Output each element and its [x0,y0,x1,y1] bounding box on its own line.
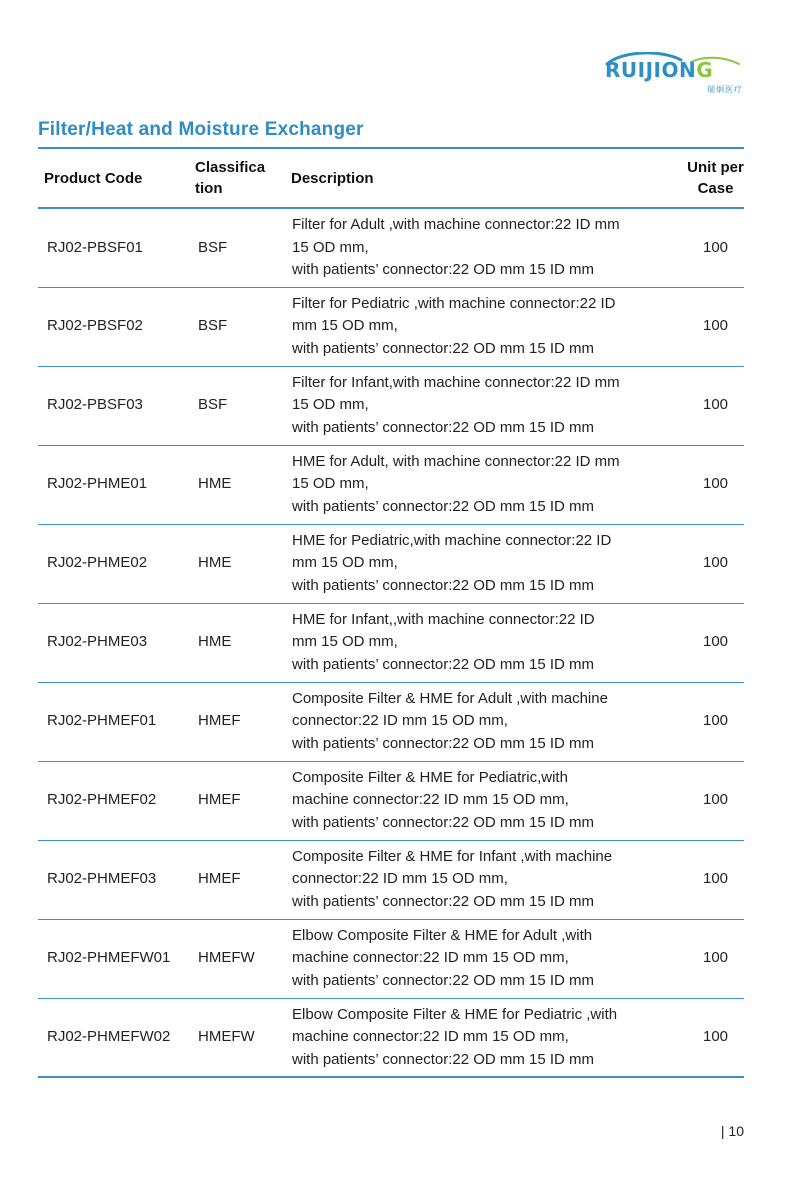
classification-cell: HMEFW [195,998,291,1077]
logo-subtext: 瑞炯医疗 [707,85,743,94]
header-classification-line2: tion [195,180,223,197]
description-line: machine connector:22 ID mm 15 OD mm, [292,1028,569,1045]
page-number: | 10 [720,1123,744,1139]
description-line: 15 OD mm, [292,396,369,414]
description-line: Composite Filter & HME for Infant ,with machine [292,847,613,865]
description-line: with patients’ connector:22 OD mm 15 ID mm [292,339,595,357]
product-code-cell: RJ02-PHME03 [38,603,195,682]
description-line: with patients’ connector:22 OD mm 15 ID mm [292,655,595,673]
classification-cell: BSF [195,366,291,445]
description-cell [291,840,665,919]
description-line: with patients’ connector:22 OD mm 15 ID mm [292,576,595,594]
description-line: with patients’ connector:22 OD mm 15 ID mm [292,734,595,752]
description-cell [291,287,665,366]
description-cell [291,998,665,1077]
product-table [38,147,744,1078]
classification-cell: BSF [195,287,291,366]
description-line: with patients’ connector:22 OD mm 15 ID mm [292,971,595,989]
description-line: Filter for Pediatric ,with machine connector:22 ID [292,294,616,312]
product-code-cell: RJ02-PHMEFW01 [38,919,195,998]
header-unit-per-case [665,148,744,208]
table-row [38,445,744,524]
header-classification-line1: Classifica [195,159,266,176]
product-code-cell: RJ02-PHMEF02 [38,761,195,840]
header-description: Description [291,148,665,208]
table-row [38,998,744,1077]
unit-per-case-cell: 100 [665,366,744,445]
description-line: 15 OD mm, [292,475,369,493]
description-line: Filter for Adult ,with machine connector:22 ID mm [292,216,620,233]
logo-wordmark [605,58,713,82]
description-line: with patients’ connector:22 OD mm 15 ID mm [292,497,595,515]
classification-cell: HME [195,603,291,682]
description-line: Elbow Composite Filter & HME for Pediatric ,with [292,1005,618,1023]
description-line: Elbow Composite Filter & HME for Adult ,with [292,926,593,944]
unit-per-case-cell: 100 [665,998,744,1077]
table-row [38,366,744,445]
page-title: Filter/Heat and Moisture Exchanger [38,119,364,140]
company-logo [605,54,745,96]
product-code-cell: RJ02-PHMEF03 [38,840,195,919]
product-code-cell: RJ02-PBSF01 [38,208,195,287]
product-code-cell: RJ02-PBSF03 [38,366,195,445]
unit-per-case-cell: 100 [665,919,744,998]
unit-per-case-cell: 100 [665,524,744,603]
product-code-cell: RJ02-PHME02 [38,524,195,603]
table-header-row [38,148,744,208]
classification-cell: HMEFW [195,919,291,998]
description-line: mm 15 OD mm, [292,554,398,572]
table-row [38,761,744,840]
classification-cell: BSF [195,208,291,287]
description-cell [291,366,665,445]
table-row [38,208,744,287]
description-cell [291,682,665,761]
description-line: with patients’ connector:22 OD mm 15 ID mm [292,261,595,278]
header-unit-line2: Case [697,180,734,197]
table-row [38,682,744,761]
header-product-code: Product Code [38,148,195,208]
unit-per-case-cell: 100 [665,287,744,366]
classification-cell: HME [195,524,291,603]
description-cell [291,761,665,840]
description-line: with patients’ connector:22 OD mm 15 ID mm [292,418,595,436]
description-line: HME for Adult, with machine connector:22 ID mm [292,452,620,470]
classification-cell: HMEF [195,840,291,919]
unit-per-case-cell: 100 [665,761,744,840]
unit-per-case-cell: 100 [665,208,744,287]
table-row [38,524,744,603]
description-line: Composite Filter & HME for Pediatric,with [292,768,568,786]
description-line: mm 15 OD mm, [292,633,398,651]
header-unit-line1: Unit per [687,159,744,176]
table-row [38,919,744,998]
description-line: machine connector:22 ID mm 15 OD mm, [292,949,569,967]
table-row [38,840,744,919]
description-line: Composite Filter & HME for Adult ,with machine [292,689,608,707]
description-cell [291,603,665,682]
table-row [38,603,744,682]
unit-per-case-cell: 100 [665,445,744,524]
product-code-cell: RJ02-PHMEF01 [38,682,195,761]
description-line: 15 OD mm, [292,238,369,256]
description-line: with patients’ connector:22 OD mm 15 ID mm [292,813,595,831]
description-line: machine connector:22 ID mm 15 OD mm, [292,791,569,809]
description-cell [291,524,665,603]
description-cell [291,445,665,524]
description-line: connector:22 ID mm 15 OD mm, [292,870,508,888]
description-cell [291,919,665,998]
product-code-cell: RJ02-PHMEFW02 [38,998,195,1077]
description-line: HME for Infant,,with machine connector:22 ID [292,610,595,628]
header-classification [195,148,291,208]
description-line: connector:22 ID mm 15 OD mm, [292,712,508,730]
unit-per-case-cell: 100 [665,840,744,919]
logo-word-main: RUIJION [605,58,697,82]
unit-per-case-cell: 100 [665,603,744,682]
description-line: HME for Pediatric,with machine connector:22 ID [292,531,612,549]
logo-word-end: G [696,58,714,82]
product-code-cell: RJ02-PBSF02 [38,287,195,366]
product-code-cell: RJ02-PHME01 [38,445,195,524]
description-line: with patients’ connector:22 OD mm 15 ID mm [292,1050,595,1068]
description-line: Filter for Infant,with machine connector:22 ID mm [292,373,620,391]
table-row [38,287,744,366]
classification-cell: HMEF [195,682,291,761]
description-cell [291,208,665,287]
description-line: with patients’ connector:22 OD mm 15 ID mm [292,892,595,910]
classification-cell: HMEF [195,761,291,840]
unit-per-case-cell: 100 [665,682,744,761]
classification-cell: HME [195,445,291,524]
description-line: mm 15 OD mm, [292,317,398,335]
